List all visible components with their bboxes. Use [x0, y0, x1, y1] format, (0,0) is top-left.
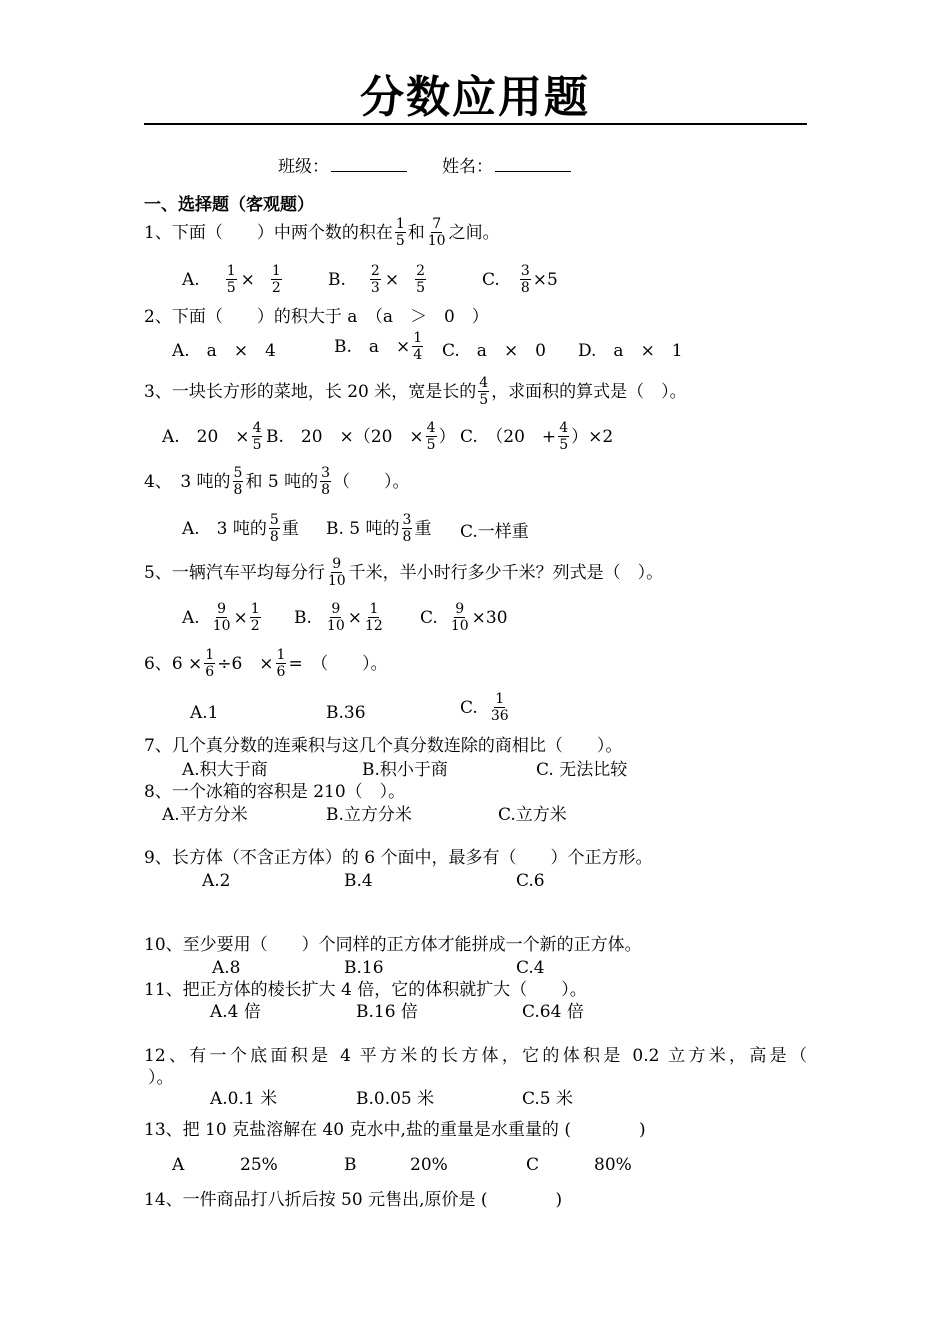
class-blank[interactable] [331, 153, 407, 172]
name-blank[interactable] [495, 153, 571, 172]
option-a[interactable]: A. $\frac{1}{5}$ × $\frac{1}{2}$ [182, 263, 281, 296]
option-c[interactable]: C.5 米 [522, 1089, 574, 1109]
option-a[interactable]: A. 20 × $\frac{4}{5}$ [162, 420, 262, 453]
class-label: 班级： [278, 157, 329, 177]
question-1 [144, 216, 500, 249]
question-6: 6、6 × $\frac{1}{6}$ ÷6 × $\frac{1}{6}$ = （ ）。 [144, 647, 388, 680]
option-c[interactable]: C. $\frac{3}{8}$ ×5 [482, 263, 558, 296]
fraction: $\frac{1}{2}$ [250, 601, 260, 634]
question-9: 9、长方体（不含正方体）的 6 个面中，最多有（ ）个正方形。 [144, 848, 653, 868]
option-b[interactable]: B.0.05 米 [356, 1089, 435, 1109]
question-4: 4、 3 吨的 $\frac{5}{8}$ 和 5 吨的 $\frac{3}{8}$ （ ）。 [144, 465, 410, 498]
fraction: $\frac{1}{5}$ [395, 216, 405, 249]
option-c[interactable]: C. 无法比较 [536, 760, 628, 780]
question-11: 11、把正方体的棱长扩大 4 倍，它的体积就扩大（ ）。 [144, 980, 587, 1000]
fraction: $\frac{7}{10}$ [427, 216, 446, 249]
fraction: $\frac{3}{8}$ [402, 512, 412, 545]
fraction: $\frac{4}{5}$ [252, 420, 262, 453]
name-label: 姓名： [442, 157, 493, 177]
option-c-value[interactable]: 80% [594, 1155, 632, 1175]
question-12-cont: ）。 [148, 1068, 174, 1088]
fraction: $\frac{5}{8}$ [233, 465, 243, 498]
question-13: 13、把 10 克盐溶解在 40 克水中,盐的重量是水重量的 ( ) [144, 1120, 646, 1140]
option-a[interactable]: A. 3 吨的 $\frac{5}{8}$ 重 [182, 512, 299, 545]
question-text: 和 [407, 222, 425, 243]
fraction: $\frac{1}{36}$ [490, 691, 509, 724]
option-c[interactable]: C.一样重 [460, 522, 529, 542]
option-a[interactable]: A.平方分米 [162, 805, 248, 825]
question-text: 之间。 [448, 222, 500, 243]
option-a[interactable]: A. a × 4 [172, 341, 276, 361]
question-3: 3、一块长方形的菜地，长 20 米，宽是长的 $\frac{4}{5}$ ，求面积的算式是（ ）。 [144, 375, 687, 408]
fraction: $\frac{3}{8}$ [520, 263, 530, 296]
fraction: $\frac{4}{5}$ [559, 420, 569, 453]
fraction: $\frac{2}{5}$ [416, 263, 425, 296]
fraction: $\frac{5}{8}$ [269, 512, 279, 545]
fraction: $\frac{1}{12}$ [364, 601, 383, 634]
question-12: 12、有一个底面积是 4 平方米的长方体，它的体积是 0.2 立方米，高是（ [144, 1046, 807, 1066]
option-c[interactable]: C. $\frac{9}{10}$ ×30 [420, 601, 508, 634]
title-underline [144, 123, 807, 125]
option-a[interactable]: A.积大于商 [182, 760, 268, 780]
question-8: 8、一个冰箱的容积是 210（ ）。 [144, 782, 406, 802]
fraction: $\frac{1}{4}$ [413, 330, 423, 363]
question-5: 5、一辆汽车平均每分行 $\frac{9}{10}$ 千米，半小时行多少千米？列式是（ ）。 [144, 556, 664, 589]
option-b[interactable]: B. a × $\frac{1}{4}$ [334, 330, 423, 363]
question-text: 1、下面（ ）中两个数的积在 [144, 222, 393, 243]
fraction: $\frac{9}{10}$ [326, 601, 345, 634]
option-c-label[interactable]: C [526, 1155, 540, 1175]
fraction: $\frac{4}{5}$ [479, 375, 489, 408]
option-b[interactable]: B.积小于商 [362, 760, 448, 780]
option-a[interactable]: A. $\frac{9}{10}$ × $\frac{1}{2}$ [182, 601, 260, 634]
option-c[interactable]: C.64 倍 [522, 1002, 584, 1022]
fraction: $\frac{3}{8}$ [321, 465, 331, 498]
option-a[interactable]: A.4 倍 [210, 1002, 261, 1022]
option-d[interactable]: D. a × 1 [578, 341, 683, 361]
option-a[interactable]: A.2 [202, 871, 231, 891]
option-b[interactable]: B.36 [326, 703, 366, 723]
option-c[interactable]: C. （20 + $\frac{4}{5}$ ）×2 [460, 420, 614, 453]
option-c[interactable]: C.4 [516, 958, 545, 978]
option-a-value[interactable]: 25% [240, 1155, 278, 1175]
fraction: $\frac{1}{6}$ [205, 647, 215, 680]
option-b[interactable]: B. 5 吨的 $\frac{3}{8}$ 重 [326, 512, 432, 545]
question-7: 7、几个真分数的连乘积与这几个真分数连除的商相比（ ）。 [144, 736, 623, 756]
fraction: $\frac{1}{2}$ [271, 263, 281, 296]
option-b[interactable]: B. 20 ×（20 × $\frac{4}{5}$ ） [266, 420, 456, 453]
option-c[interactable]: C. a × 0 [442, 341, 547, 361]
fraction: $\frac{9}{10}$ [450, 601, 469, 634]
section-heading: 一、选择题（客观题） [144, 195, 314, 215]
option-b[interactable]: B. $\frac{2}{3}$ × $\frac{2}{5}$ [328, 263, 425, 296]
option-c[interactable]: C.立方米 [498, 805, 567, 825]
question-2: 2、下面（ ）的积大于 a （a ＞ 0 ） [144, 307, 489, 327]
option-b-value[interactable]: 20% [410, 1155, 448, 1175]
option-b[interactable]: B.16 倍 [356, 1002, 418, 1022]
option-a[interactable]: A.1 [190, 703, 219, 723]
option-c[interactable]: C. $\frac{1}{36}$ [460, 691, 509, 724]
option-a-label[interactable]: A [172, 1155, 185, 1175]
fraction: $\frac{1}{6}$ [276, 647, 286, 680]
option-b[interactable]: B.16 [344, 958, 384, 978]
question-10: 10、至少要用（ ）个同样的正方体才能拼成一个新的正方体。 [144, 935, 642, 955]
question-14: 14、一件商品打八折后按 50 元售出,原价是 ( ) [144, 1190, 563, 1210]
option-b[interactable]: B. $\frac{9}{10}$ × $\frac{1}{12}$ [294, 601, 383, 634]
option-c[interactable]: C.6 [516, 871, 545, 891]
fraction: $\frac{9}{10}$ [327, 556, 346, 589]
fraction: $\frac{1}{5}$ [226, 263, 236, 296]
fraction: $\frac{9}{10}$ [212, 601, 231, 634]
fraction: $\frac{2}{3}$ [370, 263, 380, 296]
option-b[interactable]: B.立方分米 [326, 805, 412, 825]
class-field [278, 153, 407, 179]
option-a[interactable]: A.0.1 米 [210, 1089, 278, 1109]
option-b[interactable]: B.4 [344, 871, 373, 891]
page-title: 分数应用题 [360, 72, 590, 123]
name-field [442, 153, 571, 179]
fraction: $\frac{4}{5}$ [426, 420, 436, 453]
option-a[interactable]: A.8 [212, 958, 241, 978]
option-b-label[interactable]: B [344, 1155, 357, 1175]
